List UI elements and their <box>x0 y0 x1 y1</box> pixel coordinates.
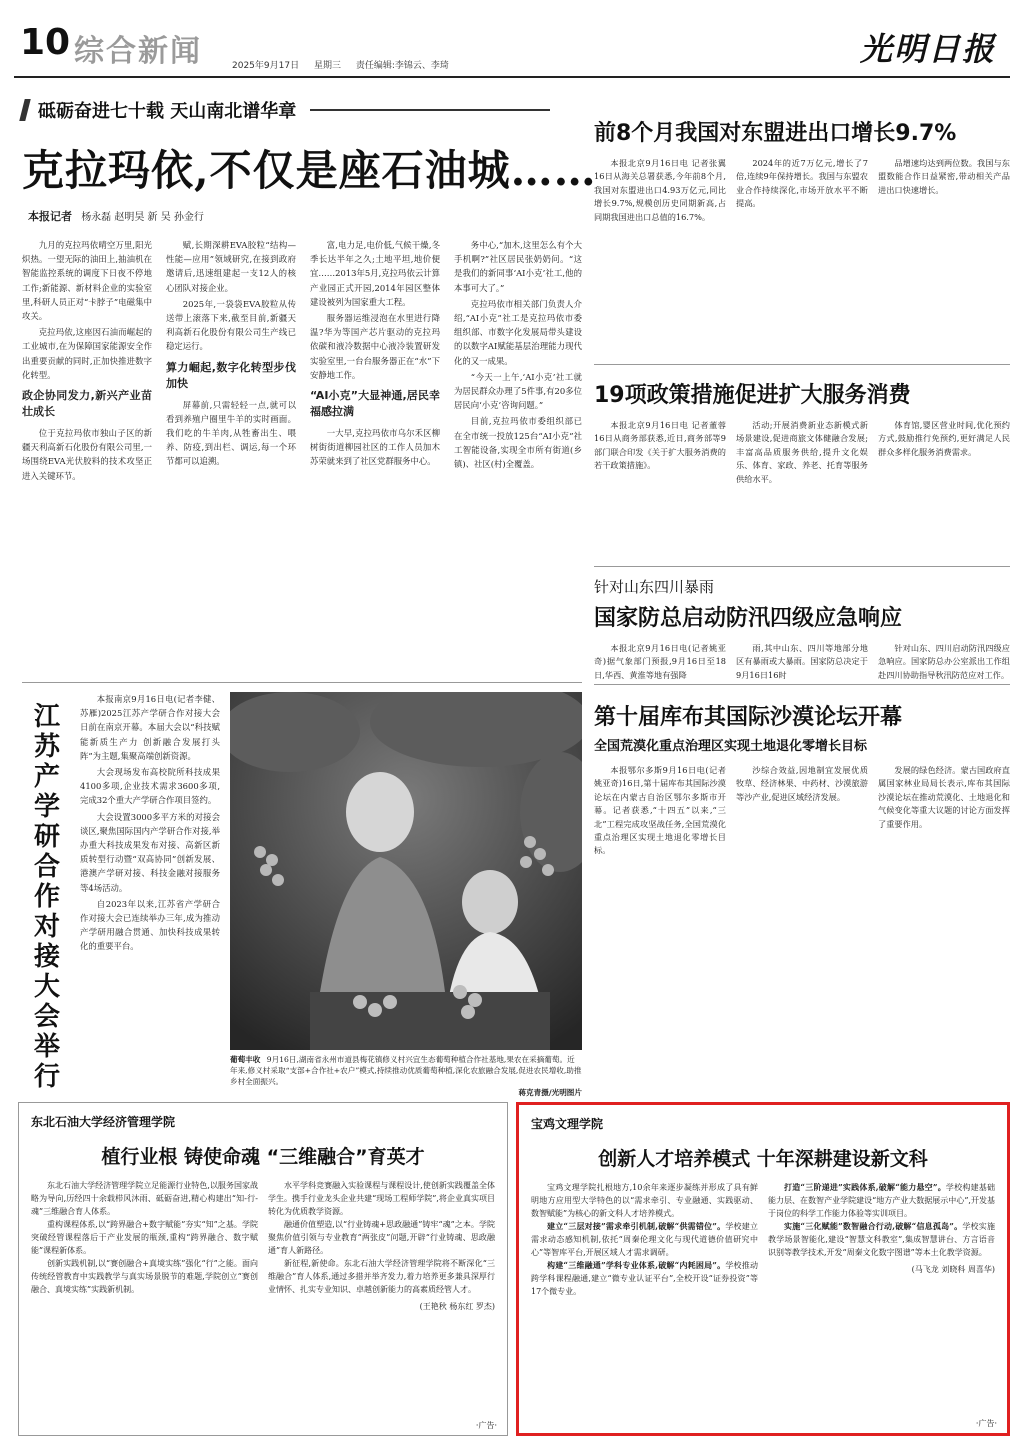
jiangsu-headline: 江苏产学研合作对接大会举行 <box>33 702 60 1092</box>
ad-body <box>31 1179 495 1313</box>
ad-headline: 植行业根 铸使命魂 “三维融合”育英才 <box>101 1146 425 1168</box>
lead-column-4 <box>454 238 582 473</box>
ad-paragraph: 东北石油大学经济管理学院立足能源行业特色,以服务国家战略为导向,历经四十余载栉风沐雨、砥砺奋进,精心构建出“知-行-魂”三维融合育人体系。 <box>31 1181 258 1216</box>
ad-signature: (马飞龙 刘晓科 周喜华) <box>911 1265 995 1274</box>
brief-paragraph: 发展的绿色经济。蒙古国政府直属国家林业局局长表示,库布其国际沙漠论坛在推动荒漠化、土地退化和气候变化等重大议题的讨论方面发挥了重要作用。 <box>878 765 1010 829</box>
brief-paragraph: 沙综合效益,因地制宜发展优质牧草、经济林果、中药材、沙漠旅游等沙产业,促进区域经济发展。 <box>736 765 868 802</box>
brief-column <box>736 642 868 682</box>
ad-paragraph <box>531 1220 758 1259</box>
ad-lead: 打造“三阶递进”实践体系,破解“能力悬空”。 <box>784 1182 946 1192</box>
photo-caption-text: 9月16日,湖南省永州市道县梅花镇修义村兴宜生态葡萄种植合作社基地,果农在采摘葡萄。近年来,修义村采取“支部+合作社+农户”模式,持续推动优质葡萄种植,深化农旅融合发展,促进农民增收,助推乡村全面振兴。 <box>230 1055 582 1086</box>
lead-paragraph: 赋,长期深耕EVA胶粒“结构—性能—应用”领域研究,在接到政府邀请后,迅速组建起一支12人的核心团队对接企业。 <box>166 240 296 293</box>
brief-paragraph: 2024年的近7万亿元,增长了7倍,连续9年保持增长。我国与东盟农业合作持续深化,市场开放水平不断提高。 <box>736 158 868 209</box>
ad-paragraph <box>768 1220 995 1259</box>
brief-asean <box>594 116 1010 224</box>
brief-column <box>594 764 726 858</box>
lead-column-3 <box>310 238 440 471</box>
photo-illustration <box>230 692 582 1050</box>
ad-text: 学校实施教学场景智能化,建设“智慧文科教室”,集成智慧讲台、方言语音识别等教学技术,开发“周秦文化数字图谱”等本土化教学资源。 <box>768 1222 995 1257</box>
ad-institution: 宝鸡文理学院 <box>531 1117 604 1131</box>
brief-paragraph: 本报北京9月16日电(记者姚亚奇)据气象部门预报,9月16日至18日,华西、黄淮等地有强降 <box>594 643 726 680</box>
ad-body <box>531 1181 995 1298</box>
lead-paragraph: 克拉玛依市相关部门负责人介绍,“AI小克”社工是克拉玛依市委组织部、市数字化发展局带头建设的以数字AI赋能基层治理能力现代化的又一成果。 <box>454 298 582 366</box>
issue-date: 2025年9月17日 <box>232 61 300 71</box>
brief-paragraph: 本报北京9月16日电 记者张翼16日从海关总署获悉,今年前8个月,我国对东盟进出口4.93万亿元,同比增长9.7%,规模创历史同期新高,占同期我国进出口总值的16.7%。 <box>594 158 726 222</box>
issue-editors: 责任编辑:李锦云、李琦 <box>355 61 449 71</box>
divider <box>594 364 1010 365</box>
brief-paragraph: 体育馆,婴区营业时间,优化预约方式,鼓励推行免预约,更好满足人民群众多样化服务消费需求。 <box>878 420 1010 457</box>
issue-weekday: 星期三 <box>313 61 341 71</box>
lead-column-2 <box>166 238 296 471</box>
brief-desert-headline: 第十届库布其国际沙漠论坛开幕 <box>594 705 903 730</box>
ad-box-nepu <box>18 1102 508 1436</box>
ad-lead: 建立“三层对接”需求牵引机制,破解“供需错位”。 <box>547 1221 726 1231</box>
ad-column <box>31 1179 258 1313</box>
ad-box-bjwlxy <box>516 1102 1010 1436</box>
lead-subhead: 算力崛起,数字化转型步伐加快 <box>166 360 296 390</box>
photo-credit: 蒋克青摄/光明图片 <box>518 1088 582 1097</box>
newspaper-logo: 光明日报 <box>859 30 996 68</box>
kicker-bar-icon <box>19 99 30 121</box>
ad-paragraph: 重构课程体系,以“跨界融合+数字赋能”夯实“知”之基。学院突破经管课程落后于产业发展的瓶颈,重构“跨界融合、数字赋能”课程新体系。 <box>31 1220 258 1255</box>
divider <box>22 682 582 683</box>
ad-paragraph: 水平学科竞赛融入实验课程与课程设计,使创新实践覆盖全体学生。携手行业龙头企业共建“现场工程师学院”,将企业真实项目转化为优质教学资源。 <box>268 1181 495 1216</box>
brief-column <box>594 157 726 224</box>
brief-service-body <box>594 419 1010 486</box>
brief-paragraph: 品增速均达到两位数。我国与东盟数能合作日益紧密,带动相关产品进出口快速增长。 <box>878 158 1010 195</box>
brief-column <box>736 157 868 224</box>
ad-paragraph <box>768 1181 995 1220</box>
lead-paragraph: 一大早,克拉玛依市乌尔禾区柳树街街道柳园社区的工作人员加木苏荣就来到了社区党群服务中心。 <box>310 428 440 467</box>
lead-subhead: 政企协同发力,新兴产业苗壮成长 <box>22 389 152 419</box>
brief-desert-body <box>594 764 1010 858</box>
lead-paragraph: “今天一上午,‘AI小克’社工就为居民群众办理了5件事,有20多位居民向‘小克’咨询问题。” <box>454 371 582 411</box>
lead-paragraph: 屏幕前,只需轻轻一点,就可以看到养殖户圈里牛羊的实时画面。我们吃的牛羊肉,从牲畜出生、喂养、防疫,到出栏、调运,每一个环节都可以追溯。 <box>166 399 296 467</box>
brief-desert <box>594 700 1010 858</box>
ad-label: ·广告· <box>475 1421 497 1430</box>
lead-paragraph: 克拉玛依,这座因石油而崛起的工业城市,在为保障国家能源安全作出重要贡献的同时,正加快推进数字化转型。 <box>22 327 152 380</box>
ad-lead: 构建“三维融通”学科专业体系,破解“内耗困局”。 <box>547 1260 726 1270</box>
brief-paragraph: 活动;开展消费新业态新模式新场景建设,促进商旅文体健融合发展;丰富高品质服务供给,提升文化娱乐、体育、家政、养老、托育等服务供给水平。 <box>736 420 868 484</box>
brief-column <box>878 157 1010 224</box>
byline-names: 杨永磊 赵明昊 新 吴 孙金行 <box>81 212 204 223</box>
lead-byline <box>28 208 204 224</box>
section-name: 综合新闻 <box>74 34 202 69</box>
lead-kicker-text: 砥砺奋进七十载 天山南北谱华章 <box>38 101 297 122</box>
ad-text: 学校建立需求动态感知机制,依托“周秦伦理文化与现代道德价值研究中心”等智库平台,开展区域人才需求调研。 <box>531 1222 758 1257</box>
ad-signature: (王艳秋 杨东红 罗杰) <box>419 1302 495 1311</box>
ad-lead: 实施“三化赋能”数智融合行动,破解“信息孤岛”。 <box>784 1221 963 1231</box>
photo-caption <box>230 1054 582 1098</box>
lead-paragraph: 位于克拉玛依市独山子区的新疆天利高新石化股份有限公司里,一场围绕EVA光伏胶料的技术攻坚正进入关键环节。 <box>22 428 152 481</box>
lead-paragraph: 务中心,“加木,这里怎么有个大手机啊?”社区居民张奶奶问。“这是我们的新同事‘AI小克’社工,他的本事可大了。” <box>454 240 582 293</box>
brief-flood-body <box>594 642 1010 682</box>
kicker-rule <box>310 109 550 111</box>
ad-paragraph: 新征程,新使命。东北石油大学经济管理学院将不断深化“三维融合”育人体系,通过多措并举齐发力,着力培养更多兼具深厚行业情怀、扎实专业知识、卓越创新能力的高素质经管人才。 <box>268 1259 495 1294</box>
masthead <box>14 18 1010 78</box>
brief-flood <box>594 576 1010 682</box>
brief-service-headline: 19项政策措施促进扩大服务消费 <box>594 383 911 408</box>
lead-paragraph: 服务器运维浸泡在水里进行降温?华为等国产芯片驱动的克拉玛依碳和液冷数据中心液冷装置研发实验室里,一台台服务器正在“水”下安静地工作。 <box>310 313 440 380</box>
brief-paragraph: 本报鄂尔多斯9月16日电(记者姚亚奇)16日,第十届库布其国际沙漠论坛在内蒙古自治区鄂尔多斯市开幕。记者获悉,“十四五”以来,“三北”工程完成攻坚战任务,全国荒漠化重点治理区实现土地退化零增长目标。 <box>594 765 726 856</box>
photo-title: 葡萄丰收 <box>230 1055 261 1064</box>
jiangsu-paragraph: 大会设置3000多平方米的对接会谈区,聚焦国际国内产学研合作对接,举办重大科技成果发布对接、高新区新质转型行动暨“双高协同”创新发展、港澳产学研对接、科技金融对接服务等4场活动。 <box>80 811 220 893</box>
brief-desert-subhead: 全国荒漠化重点治理区实现土地退化零增长目标 <box>594 739 868 754</box>
brief-column <box>736 764 868 858</box>
divider <box>594 684 1010 685</box>
lead-column-1 <box>22 238 152 485</box>
ad-column <box>531 1181 758 1298</box>
brief-paragraph: 针对山东、四川启动防汛四级应急响应。国家防总办公室派出工作组赴四川协助指导秋汛防范应对工作。 <box>878 643 1010 680</box>
brief-column <box>878 764 1010 858</box>
brief-paragraph: 雨,其中山东、四川等地部分地区有暴雨或大暴雨。国家防总决定于9月16日16时 <box>736 643 868 680</box>
jiangsu-paragraph: 大会现场发布高校院所科技成果4100多项,企业技术需求3600多项,完成32个重大产学研合作项目签约。 <box>80 767 220 806</box>
jiangsu-paragraph: 本报南京9月16日电(记者李健、苏雁)2025江苏产学研合作对接大会日前在南京开幕。本届大会以“科技赋能新质生产力 创新融合发展打头阵”为主题,集聚高端创新资源。 <box>80 694 220 761</box>
brief-column <box>878 642 1010 682</box>
brief-asean-headline: 前8个月我国对东盟进出口增长9.7% <box>594 121 957 146</box>
ad-column <box>768 1181 995 1298</box>
issue-meta <box>232 58 461 71</box>
ad-paragraph: 融通价值塑造,以“行业铸魂+思政融通”铸牢“魂”之本。学院聚焦价值引领与专业教育“两张皮”问题,开辟“行业铸魂、思政融通”育人新路径。 <box>268 1220 495 1255</box>
ad-column <box>268 1179 495 1313</box>
lead-paragraph: 九月的克拉玛依晴空万里,阳光炽热。一望无际的油田上,抽油机在智能监控系统的调度下日夜不停地工作;新能源、新材料企业的实验室里,科研人员正对“卡脖子”电磁集中攻关。 <box>22 240 152 322</box>
lead-kicker <box>22 96 550 124</box>
brief-column <box>594 419 726 486</box>
ad-label: ·广告· <box>975 1419 997 1428</box>
ad-text: 学校推动跨学科课程融通,建立“微专业认证平台”,全校开设“证券投资”等17个微专业。 <box>531 1261 758 1296</box>
byline-role: 本报记者 <box>28 210 72 223</box>
brief-column <box>594 642 726 682</box>
page-number: 10 <box>20 22 71 63</box>
brief-paragraph: 本报北京9月16日电 记者董蓉16日从商务部获悉,近日,商务部等9部门联合印发《关于扩大服务消费的若干政策措施》。 <box>594 420 726 471</box>
brief-flood-kicker: 针对山东四川暴雨 <box>594 578 715 596</box>
brief-flood-headline: 国家防总启动防汛四级应急响应 <box>594 606 903 631</box>
brief-column <box>878 419 1010 486</box>
jiangsu-body <box>80 692 220 956</box>
brief-service <box>594 378 1010 486</box>
ad-headline: 创新人才培养模式 十年深耕建设新文科 <box>598 1148 928 1170</box>
lead-paragraph: 2025年,一袋袋EVA胶粒从传送带上滚落下来,截至目前,新疆天利高新石化股份有限公司生产线已稳定运行。 <box>166 298 296 352</box>
lead-paragraph: 富,电力足,电价低,气候干燥,冬季长达半年之久;土地平坦,地价便宜……2013年5月,克拉玛依云计算产业园正式开园,2014年园区整体建设被列为国家重大工程。 <box>310 240 440 307</box>
divider <box>594 566 1010 567</box>
lead-subhead: “AI小克”大显神通,居民幸福感拉满 <box>310 389 440 419</box>
lead-headline: 克拉玛依,不仅是座石油城…… <box>22 146 597 195</box>
ad-text: 学校构建基础能力层、在数智产业学院建设“地方产业大数据展示中心”,开发基于岗位的科学工作能力体验等实训项目。 <box>768 1183 995 1218</box>
grape-harvest-photo <box>230 692 582 1050</box>
ad-paragraph <box>531 1259 758 1298</box>
brief-column <box>736 419 868 486</box>
ad-paragraph: 创新实践机制,以“赛创融合+真境实练”强化“行”之能。面向传统经管教育中实践教学与真实场景脱节的难题,学院创立“赛创融合、真境实练”实践新机制。 <box>31 1259 258 1294</box>
ad-paragraph: 宝鸡文理学院扎根地方,10余年来逐步凝练并形成了具有鲜明地方应用型大学特色的以“需求牵引、专业融通、实践驱动、数智赋能”为核心的新文科人才培养模式。 <box>531 1183 758 1218</box>
lead-paragraph: 目前,克拉玛依市委组织部已在全市统一投放125台“AI小克”社工智能设备,实现全市所有街道(乡镇)、社区(村)全覆盖。 <box>454 416 582 470</box>
brief-asean-body <box>594 157 1010 224</box>
jiangsu-paragraph: 自2023年以来,江苏省产学研合作对接大会已连续举办三年,成为推动产学研用融合贯通、加快科技成果转化的重要平台。 <box>80 898 220 952</box>
ad-institution: 东北石油大学经济管理学院 <box>31 1115 176 1129</box>
